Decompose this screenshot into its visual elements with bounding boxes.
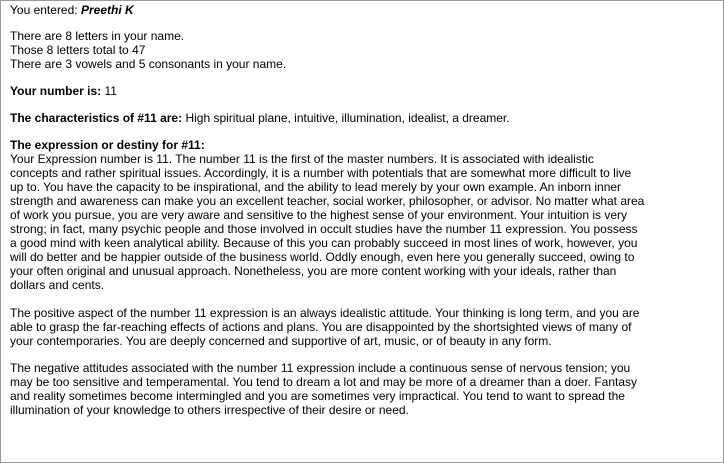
expression-line: dollars and cents.	[10, 278, 105, 292]
characteristics-label: The characteristics of #11 are:	[10, 111, 183, 125]
positive-line: your contemporaries. You are deeply concerned and supportive of art, music, or of beauty in any form.	[10, 334, 552, 348]
expression-line: Your Expression number is 11. The number 11 is the first of the master numbers. It is associated with idealistic	[10, 152, 594, 166]
number-label: Your number is:	[10, 84, 102, 98]
number-row	[10, 84, 718, 98]
positive-line: The positive aspect of the number 11 expression is an always idealistic attitude. Your thinking is long term, and you are	[10, 306, 640, 320]
negative-line: may be too sensitive and temperamental. You tend to dream a lot and may be more of a dreamer than a doer. Fantasy	[10, 375, 638, 389]
expression-heading: The expression or destiny for #11:	[10, 138, 205, 152]
vowel-consonant-line: There are 3 vowels and 5 consonants in your name.	[10, 57, 287, 71]
letter-counts	[10, 29, 718, 71]
number-value: 11	[104, 84, 117, 98]
positive-line: able to grasp the far-reaching effects of actions and plans. You are disappointed by the shortsighted views of many of	[10, 320, 632, 334]
expression-line: up to. You have the capacity to be inspirational, and the ability to lead merely by your own example. An inborn inner	[10, 180, 622, 194]
negative-line: illumination of your knowledge to others irrespective of their desire or need.	[10, 403, 409, 417]
negative-line: and reality sometimes become intermingled and you are sometimes very impractical. You tend to want to spread the	[10, 389, 625, 403]
entered-name-row	[10, 3, 718, 17]
expression-line: of work you pursue, you are very aware and sensitive to the highest sense of your environment. Your intuition is very	[10, 208, 628, 222]
result-content	[10, 3, 718, 430]
expression-line: will do better and be happier outside of the business world. Oddly enough, even here you generally succeed, owing to	[10, 250, 635, 264]
expression-line: strength and awareness can make you an excellent teacher, social worker, philosopher, or advisor. No matter what area	[10, 194, 645, 208]
expression-line: your often original and unusual approach. Nonetheless, you are more content working with your ideals, rather than	[10, 264, 617, 278]
positive-aspect-section	[10, 306, 718, 348]
expression-line: strong; in fact, many psychic people and those involved in occult studies have the number 11 expression. You possess	[10, 222, 638, 236]
letter-total-line: Those 8 letters total to 47	[10, 43, 146, 57]
entered-label: You entered:	[10, 3, 78, 17]
entered-name: Preethi K	[80, 3, 134, 17]
characteristics-value: High spiritual plane, intuitive, illumination, idealist, a dreamer.	[185, 111, 510, 125]
characteristics-row	[10, 111, 718, 125]
letter-count-line: There are 8 letters in your name.	[10, 29, 185, 43]
negative-line: The negative attitudes associated with the number 11 expression include a continuous sense of nervous tension; you	[10, 361, 631, 375]
expression-line: concepts and rather spiritual issues. Accordingly, it is a number with potentials that are somewhat more difficult to live	[10, 166, 632, 180]
expression-section	[10, 138, 718, 292]
negative-aspect-section	[10, 361, 718, 417]
expression-line: a good mind with keen analytical ability. Because of this you can probably succeed in most lines of work, however, you	[10, 236, 638, 250]
